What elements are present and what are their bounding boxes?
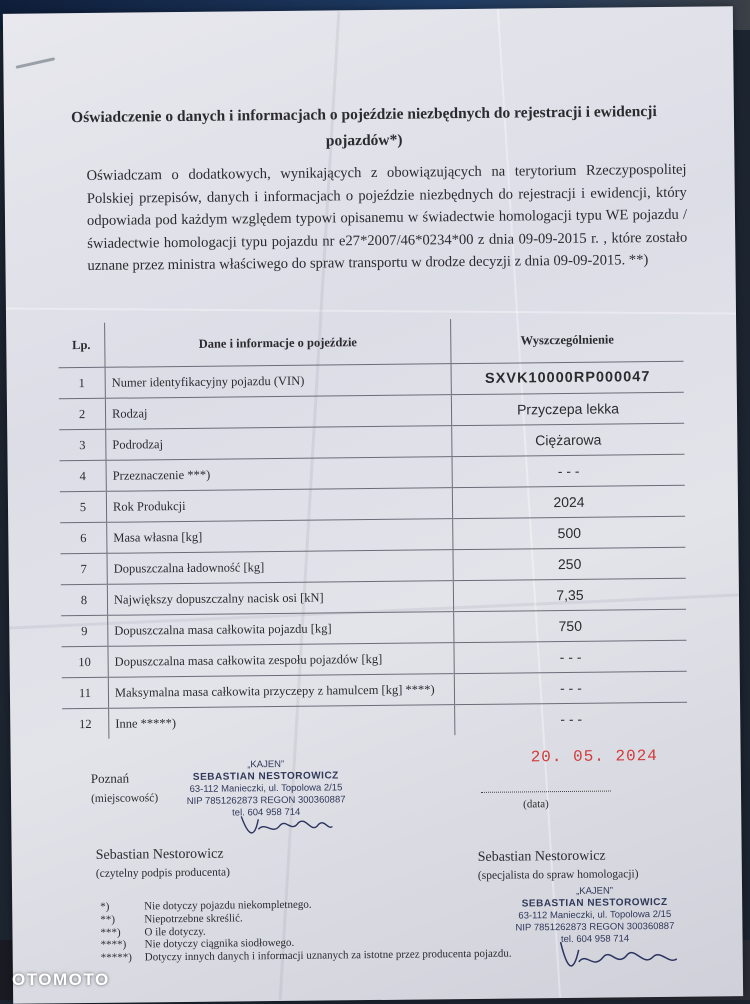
row-label: Dopuszczalna ładowność [kg]	[107, 550, 453, 585]
header-data: Dane i informacje o pojeździe	[198, 334, 358, 351]
specialist-block	[478, 847, 639, 885]
footnote-mark: ****)	[100, 938, 127, 952]
row-value: Ciężarowa	[452, 423, 685, 456]
row-value: 500	[453, 516, 686, 549]
footnote-text: Dotyczy innych danych i informacji uznanych za istotne przez producenta pojazdu.	[144, 947, 512, 964]
paper-crease	[6, 307, 736, 314]
row-value: - - -	[454, 640, 687, 673]
row-label: Podrodzaj	[106, 426, 452, 461]
row-label: Inne *****)	[109, 705, 455, 739]
row-label: Rok Produkcji	[106, 488, 452, 523]
row-lp: 3	[59, 429, 106, 460]
row-lp: 2	[59, 398, 106, 429]
row-lp: 4	[60, 460, 107, 491]
staple-icon	[16, 57, 56, 69]
document-sheet	[3, 6, 743, 1004]
date-label: (data)	[523, 798, 549, 811]
stamp-name: SEBASTIAN NESTOROWICZ	[521, 896, 668, 910]
place-label: (miejscowość)	[91, 792, 159, 805]
producer-signature	[236, 810, 336, 841]
stamp-phone: tel. 604 958 714	[232, 806, 301, 819]
row-value: 7,35	[453, 578, 686, 611]
footnotes	[100, 897, 511, 965]
place-block	[91, 768, 158, 809]
stamp-address: 63-112 Manieczki, ul. Topolowa 2/15	[189, 782, 343, 795]
row-lp: 10	[61, 646, 108, 677]
row-value: Przyczepa lekka	[451, 392, 684, 425]
document-title: Oświadczenie o danych i informacjach o pojeździe niezbędnych do rejestracji i ewidencji pojazdów*)	[71, 103, 657, 150]
table-row	[62, 702, 687, 739]
producer-block	[96, 846, 230, 883]
specialist-signature	[553, 937, 683, 978]
stamp-address: 63-112 Manieczki, ul. Topolowa 2/15	[518, 908, 672, 922]
row-value: 2024	[452, 485, 685, 518]
row-label: Numer identyfikacyjny pojazdu (VIN)	[105, 364, 451, 399]
place-city: Poznań	[90, 770, 130, 786]
footnote-mark: ***)	[100, 926, 121, 939]
row-label: Dopuszczalna masa całkowita pojazdu [kg]	[108, 612, 454, 647]
row-value: - - -	[455, 702, 688, 735]
producer-role: (czytelny podpis producenta)	[95, 866, 231, 880]
vehicle-data-table	[58, 317, 687, 740]
row-lp: 1	[59, 367, 106, 398]
row-lp: 9	[61, 615, 108, 646]
footnote-text: O ile dotyczy.	[144, 925, 206, 939]
row-lp: 6	[60, 522, 107, 553]
specialist-name: Sebastian Nestorowicz	[477, 848, 606, 865]
row-value: - - -	[452, 454, 685, 487]
specialist-role: (specjalista do spraw homologacji)	[477, 868, 639, 882]
declaration-text: Oświadczam o dodatkowych, wynikających z obowiązujących na terytorium Rzeczypospolitej Polskiej przepisów, danych i informacjach o pojeździe niezbędnych do rejestracji i ewidencji, który odpowiada pod każdym względem typowi opisanemu w świadectwie homologacji typu WE pojazdu / świadectwie homologacji typu pojazdu nr e27*2007/46*0234*00 z dnia 09-09-2015 r. , które zostało uznane przez ministra właściwego do spraw transportu w drodze decyzji z dnia 09-09-2015. **)	[86, 161, 688, 274]
footnote-mark: **)	[100, 913, 116, 926]
row-value: SXVK10000RP000047	[451, 361, 684, 394]
row-label: Maksymalna masa całkowita przyczepy z hamulcem [kg] ****)	[108, 674, 454, 709]
otomoto-watermark: OTOMOTO	[12, 970, 110, 989]
footnote-mark: *)	[100, 900, 110, 913]
stamp-name: SEBASTIAN NESTOROWICZ	[192, 770, 339, 783]
row-lp: 8	[61, 584, 108, 615]
stamp-ids: NIP 7851262873 REGON 300360887	[515, 920, 675, 934]
row-label: Rodzaj	[105, 395, 451, 430]
row-value: - - -	[454, 671, 687, 704]
row-label: Największy dopuszczalny nacisk osi [kN]	[107, 581, 453, 616]
date-stamp: 20. 05. 2024	[530, 747, 658, 767]
row-lp: 5	[60, 491, 107, 522]
footnote-text: Nie dotyczy ciągnika siodłowego.	[144, 937, 295, 951]
row-lp: 12	[62, 708, 109, 739]
stamp-phone: tel. 604 958 714	[560, 933, 630, 946]
table-header-row	[58, 317, 683, 368]
footnote-text: Nie dotyczy pojazdu niekompletnego.	[144, 898, 312, 913]
header-value: Wyszczególnienie	[451, 317, 684, 364]
stamp-brand: „KAJEN”	[576, 885, 614, 897]
footnote-mark: *****)	[100, 951, 132, 965]
row-lp: 11	[62, 677, 109, 708]
stamp-ids: NIP 7851262873 REGON 300360887	[186, 794, 346, 807]
footnote-text: Niepotrzebne skreślić.	[144, 912, 243, 926]
stamp-brand: „KAJEN”	[247, 758, 285, 771]
row-lp: 7	[60, 553, 107, 584]
row-label: Masa własna [kg]	[107, 519, 453, 554]
header-lp: Lp.	[58, 323, 105, 368]
row-value: 250	[453, 547, 686, 580]
producer-name: Sebastian Nestorowicz	[95, 846, 224, 863]
row-label: Przeznaczenie ***)	[106, 457, 452, 492]
row-value: 750	[454, 609, 687, 642]
row-label: Dopuszczalna masa całkowita zespołu pojazdów [kg]	[108, 643, 454, 678]
